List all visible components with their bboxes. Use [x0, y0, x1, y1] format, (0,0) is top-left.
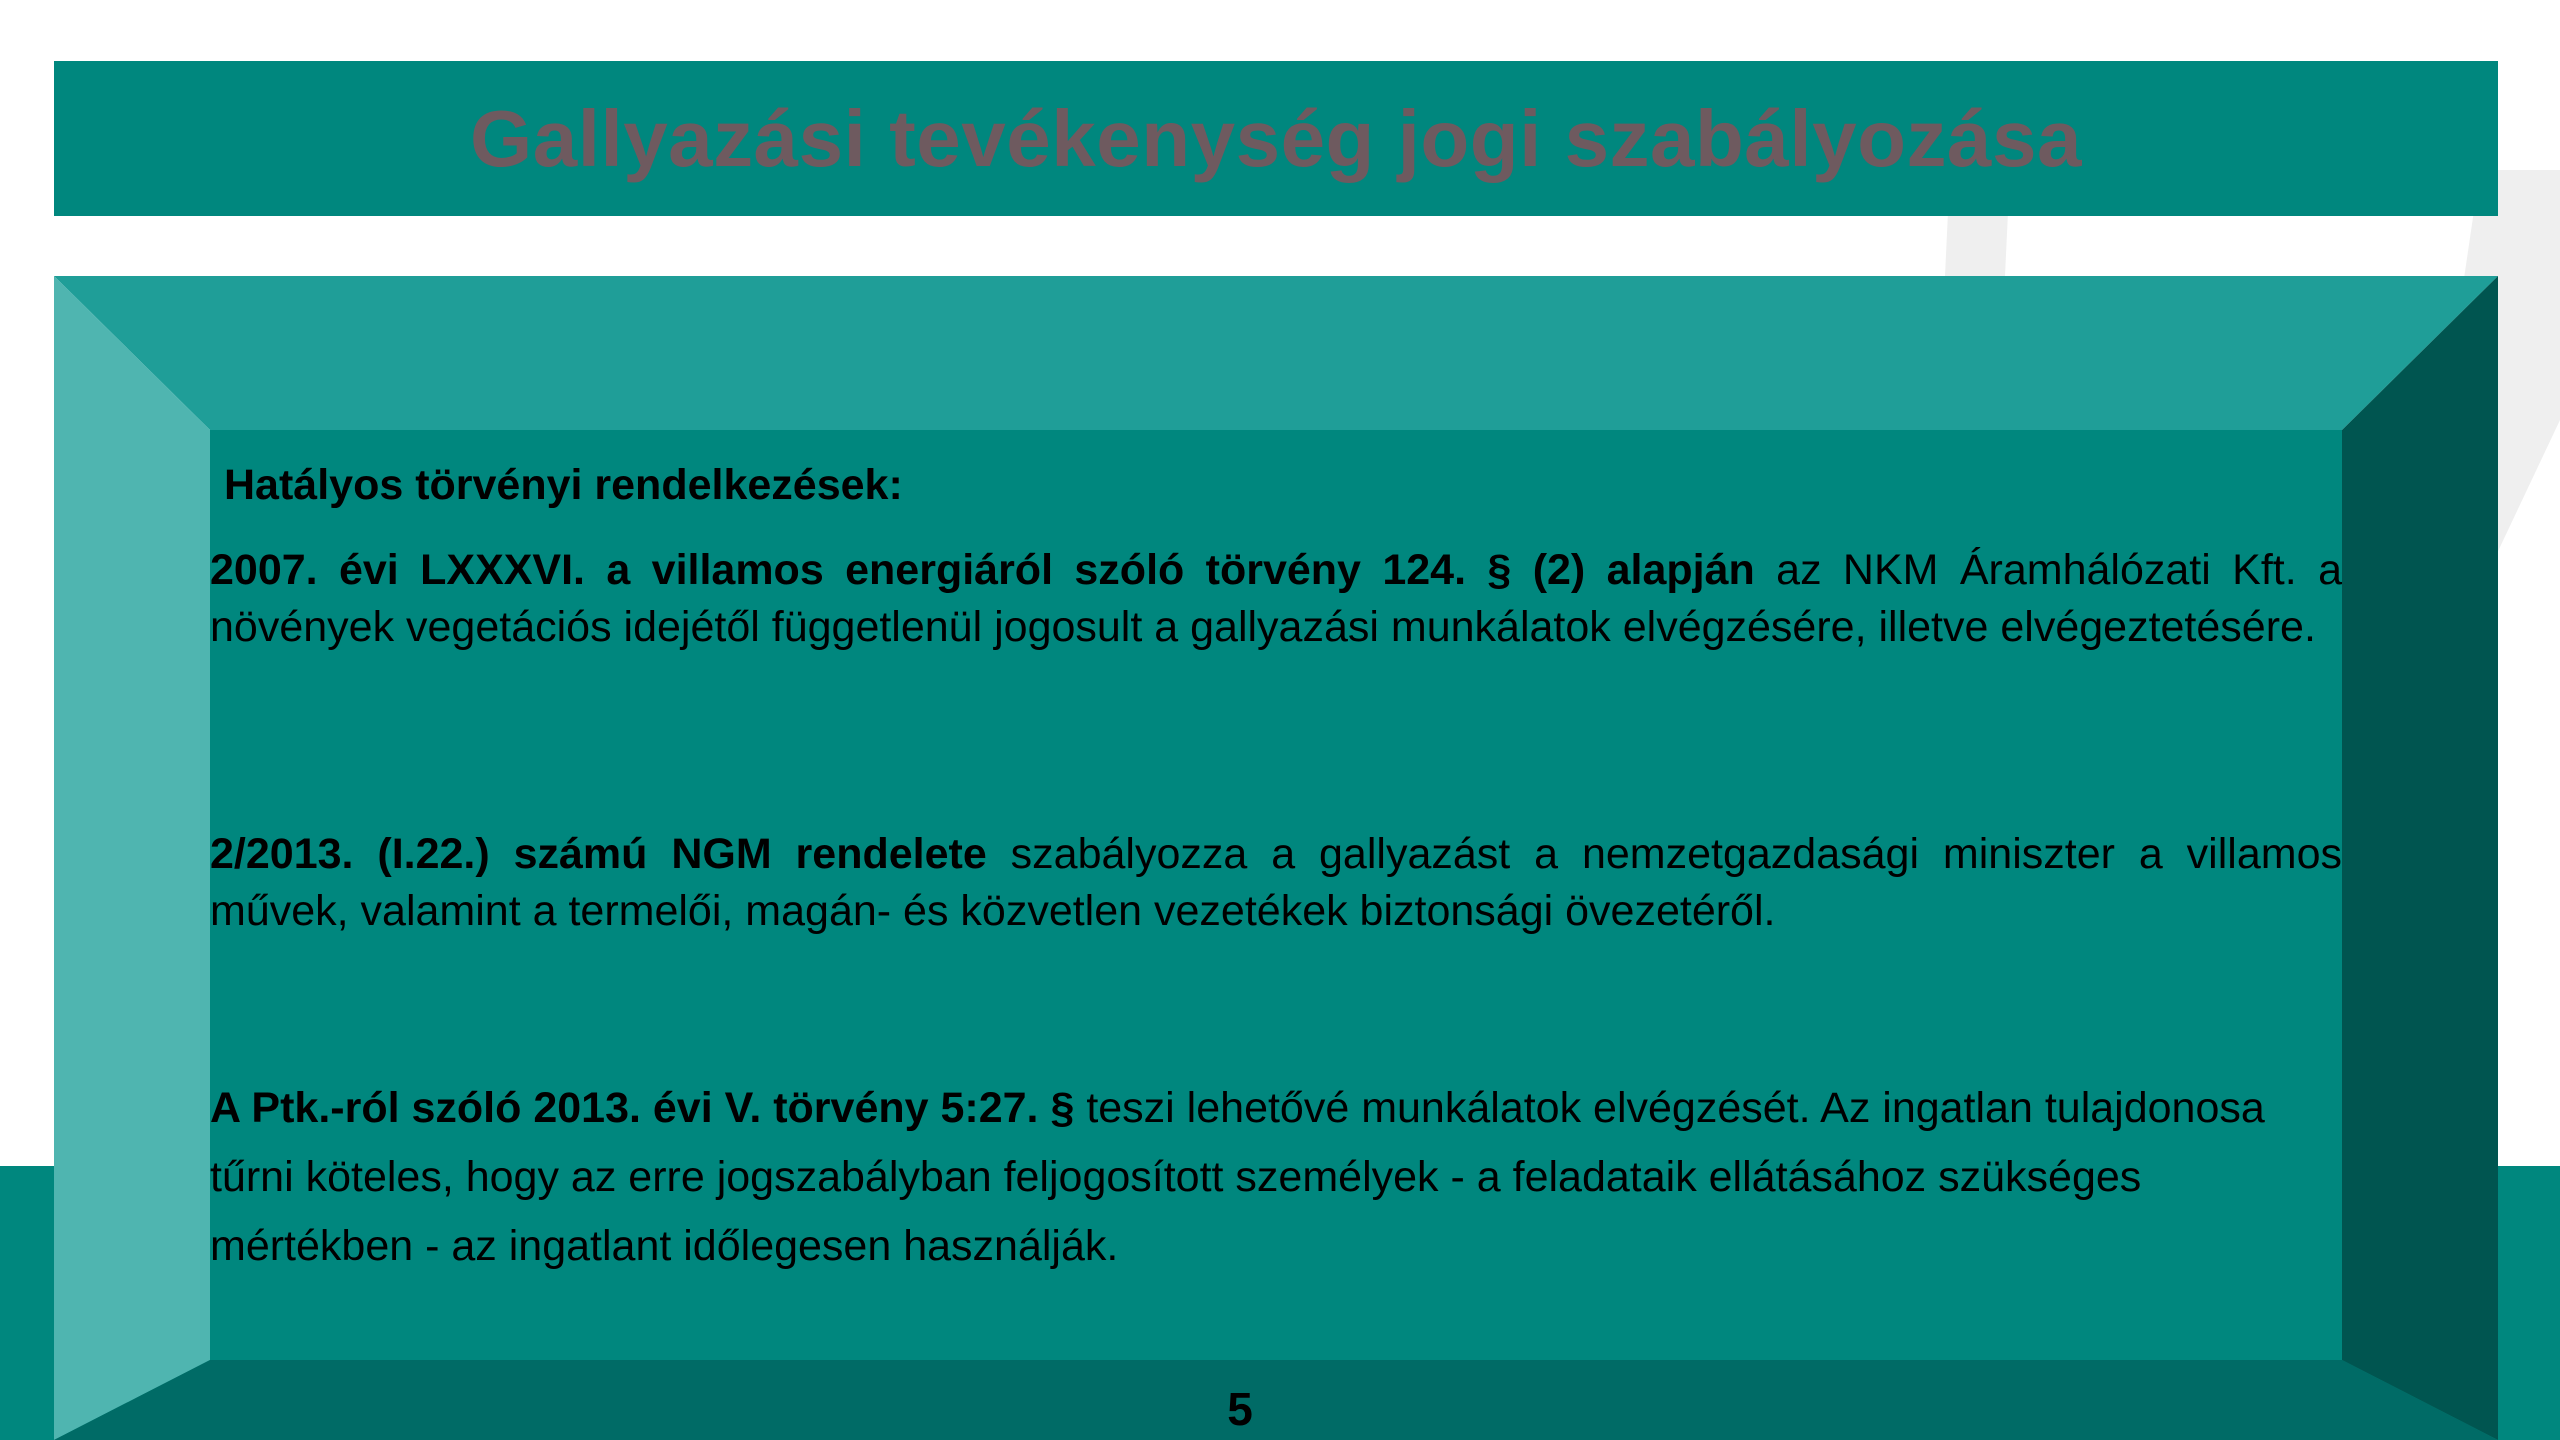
title-bar	[54, 61, 2498, 216]
paragraph-villamos-energia-torveny	[210, 542, 2342, 656]
bevel-left	[54, 276, 210, 1440]
slide-title: Gallyazási tevékenység jogi szabályozása	[470, 93, 2082, 183]
bevel-top	[54, 276, 2498, 430]
page-number: 5	[1227, 1383, 1253, 1435]
paragraph-2-bold: 2/2013. (I.22.) számú NGM rendelete	[210, 830, 987, 878]
content-area	[210, 430, 2342, 1360]
paragraph-ptk-torveny	[210, 1074, 2342, 1281]
paragraph-ngm-rendelet	[210, 826, 2342, 940]
paragraph-2-text: szabályozza a gallyazást a nemzetgazdasági miniszter a villamos művek, valamint a termelői, magán- és közvetlen vezetékek biztonsági övezetéről.	[210, 830, 2342, 935]
bevel-right	[2342, 276, 2498, 1440]
paragraph-3-bold: A Ptk.-ról szóló 2013. évi V. törvény 5:27. §	[210, 1084, 1075, 1132]
paragraph-1-bold: 2007. évi LXXXVI. a villamos energiáról szóló törvény 124. § (2) alapján	[210, 546, 1755, 594]
paragraph-3-text: teszi lehetővé munkálatok elvégzését. Az ingatlan tulajdonosa tűrni köteles, hogy az erre jogszabályban feljogosított személyek - a feladataik ellátásához szükséges mértékben - az ingatlant időlegesen használják.	[210, 1084, 2265, 1270]
paragraph-1-text: az NKM Áramhálózati Kft. a növények vegetációs idejétől függetlenül jogosult a gallyazási munkálatok elvégzésére, illetve elvégeztetésére.	[210, 546, 2342, 651]
section-heading: Hatályos törvényi rendelkezések:	[224, 461, 903, 509]
